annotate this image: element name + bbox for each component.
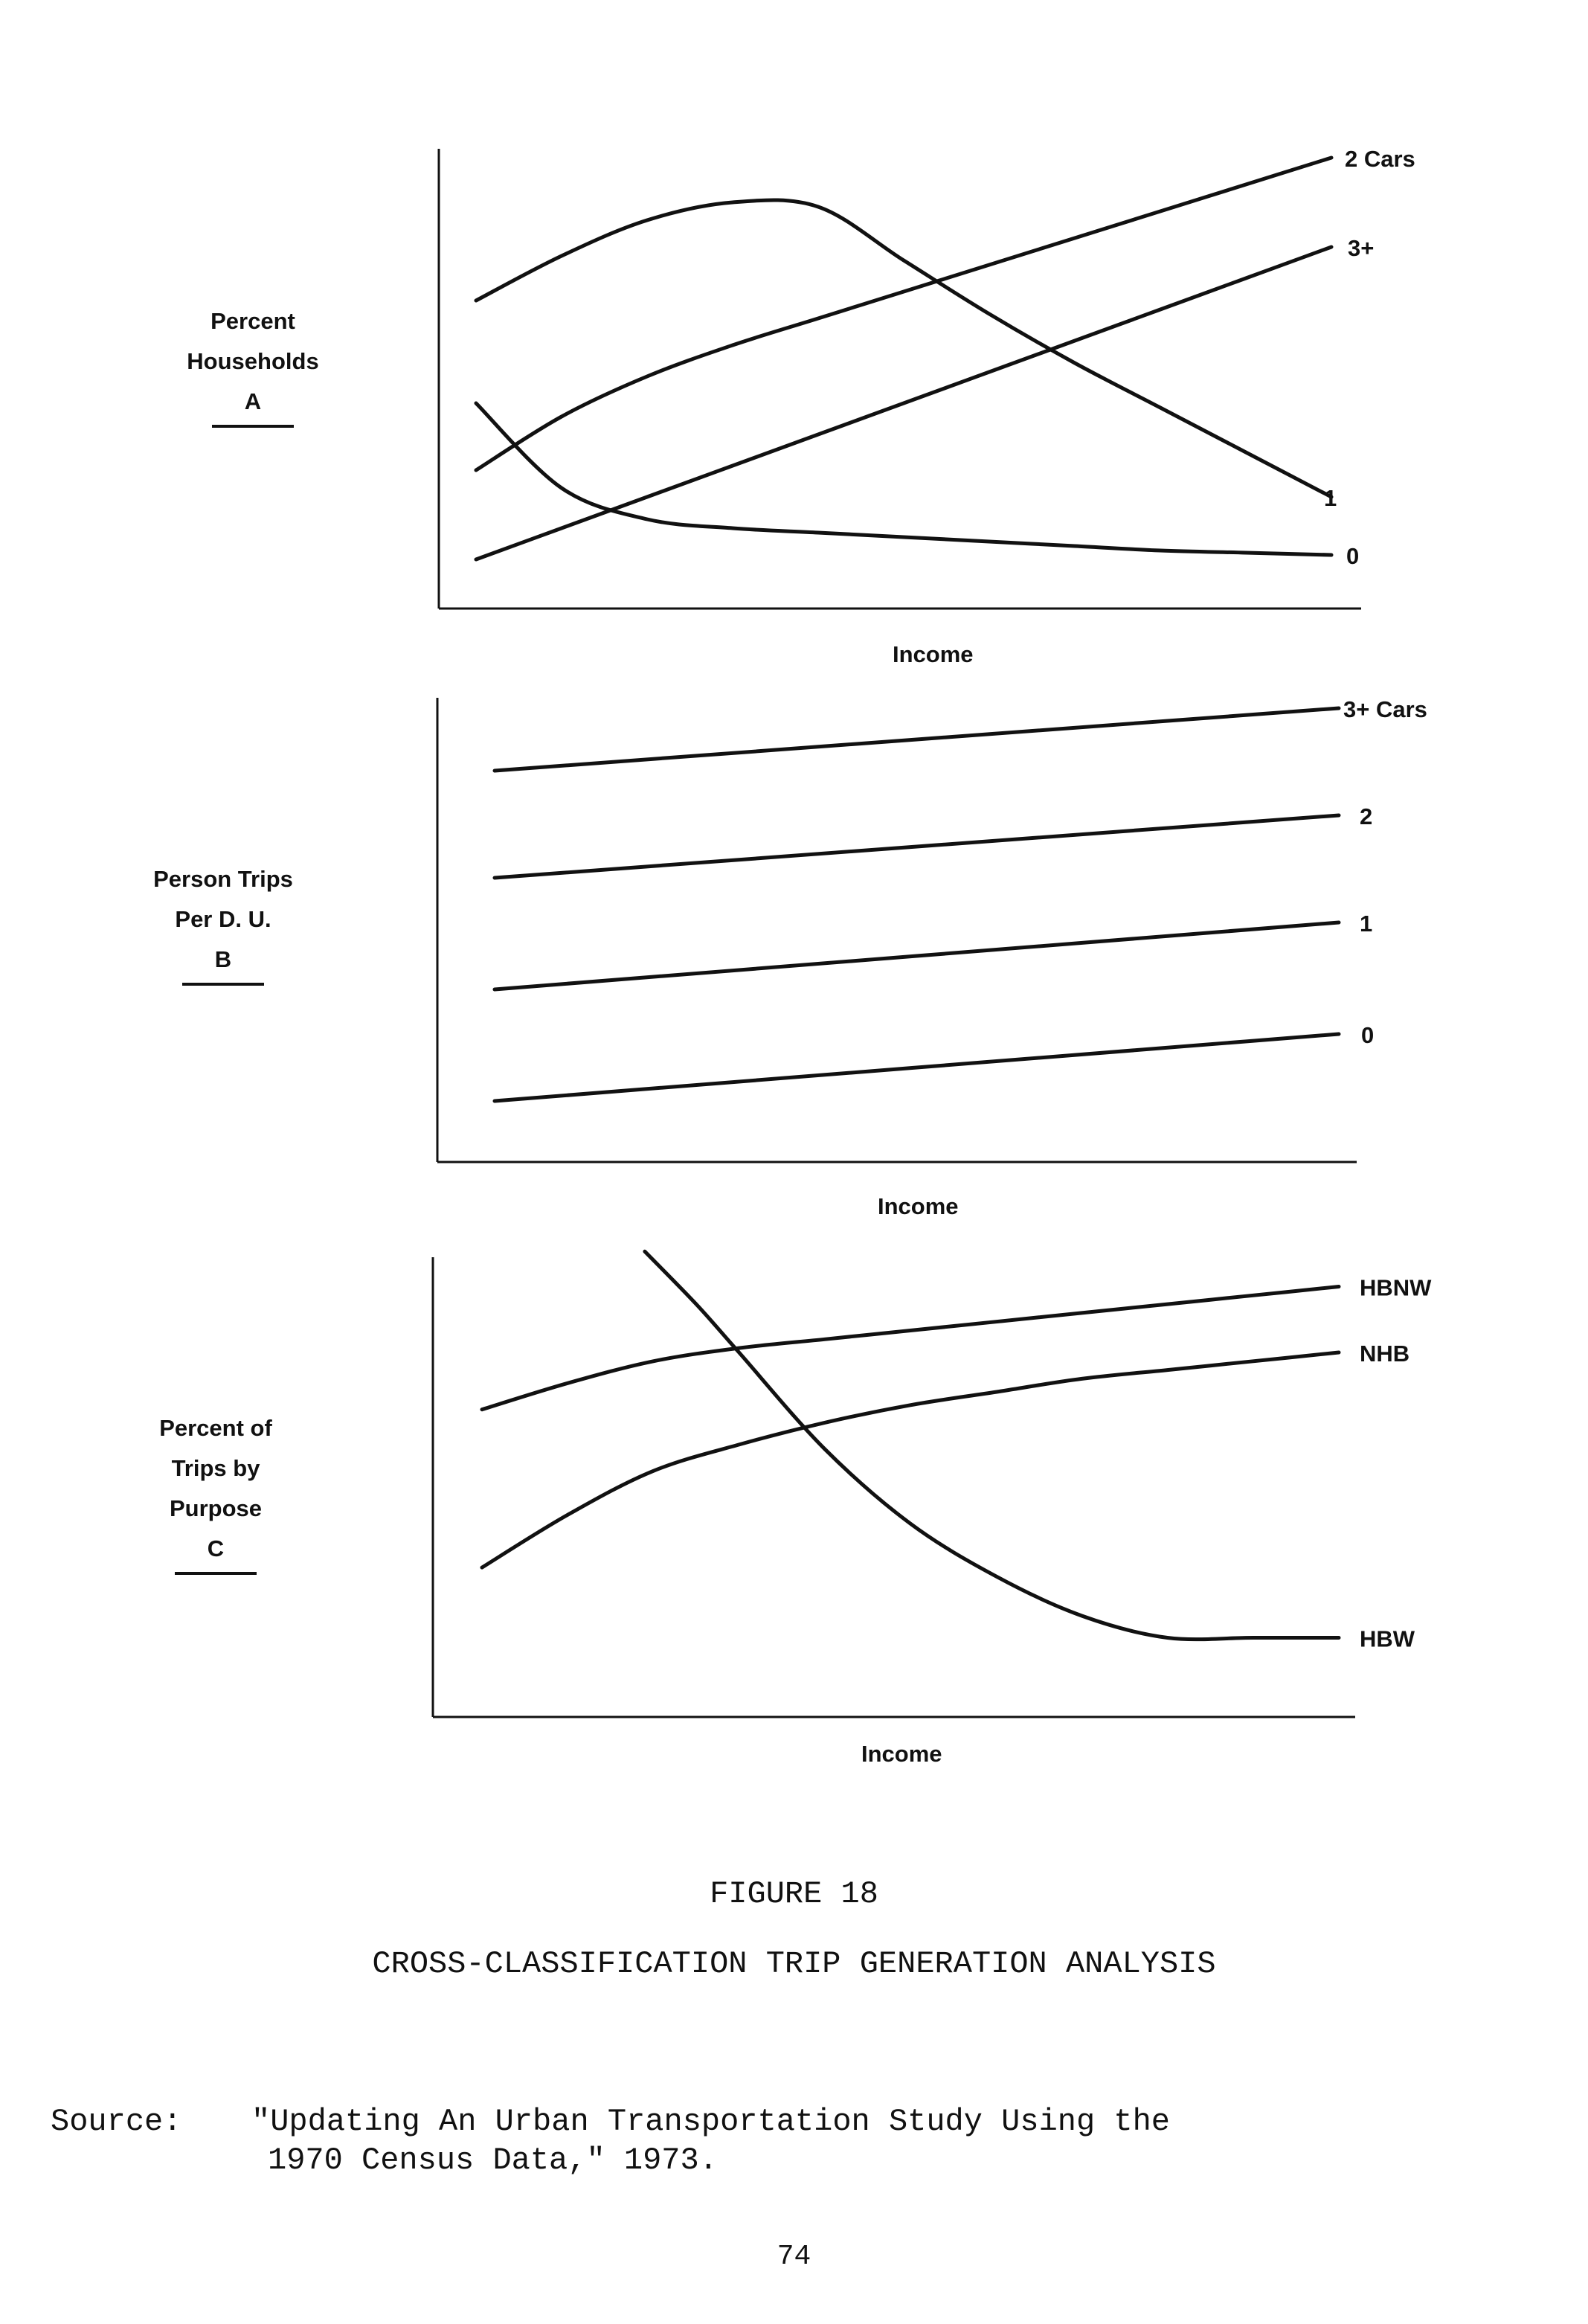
panel-c-chart [433, 1251, 1432, 1717]
panel-b-series-2-label: 2 [1360, 803, 1373, 829]
panel-b-series-3-cars-line [495, 708, 1339, 771]
panel-a-ylabel-line2: Households [187, 348, 319, 374]
panel-b-series-1-line [495, 922, 1339, 989]
panel-b-series-1-label: 1 [1360, 911, 1373, 937]
panel-c-ylabel-line1: Percent of [159, 1415, 272, 1441]
panel-b-series-3-cars-label: 3+ Cars [1343, 696, 1427, 722]
panel-a-series-0-label: 0 [1346, 543, 1360, 569]
panel-b-series-0-label: 0 [1361, 1022, 1375, 1048]
panel-a-ylabel-line1: Percent [210, 308, 295, 334]
panel-b-series-0-line [495, 1034, 1339, 1101]
panel-c-series-hbw-line [645, 1251, 1339, 1639]
panel-c-series-nhb-label: NHB [1360, 1341, 1410, 1367]
panel-b-xlabel: Income [878, 1193, 959, 1219]
panel-a-series-2-cars-label: 2 Cars [1345, 146, 1415, 172]
panel-a-chart [439, 146, 1415, 609]
panel-b-ylabel-line2: Per D. U. [175, 906, 271, 932]
panel-b-ylabel-line1: Person Trips [153, 866, 293, 892]
panel-c-ylabel-line2: Trips by [171, 1455, 260, 1481]
page-number: 74 [777, 2241, 811, 2273]
panel-a-series-3-line [476, 247, 1331, 559]
panel-a-series-3-label: 3+ [1348, 235, 1375, 261]
panel-c-series-hbw-label: HBW [1360, 1625, 1415, 1652]
panel-c-letter: C [207, 1535, 225, 1561]
panel-c-series-hbnw-line [482, 1287, 1339, 1410]
figure-title: FIGURE 18 [710, 1876, 878, 1912]
source-line1: "Updating An Urban Transportation Study Using the [251, 2104, 1171, 2140]
panel-b-chart [437, 696, 1427, 1162]
panel-c-series-hbnw-label: HBNW [1360, 1274, 1432, 1301]
panel-a-letter: A [244, 388, 262, 414]
source-label: Source: [51, 2104, 182, 2140]
figure-subtitle: CROSS-CLASSIFICATION TRIP GENERATION ANALYSIS [372, 1946, 1216, 1982]
panel-a-series-1-label: 1 [1324, 485, 1337, 511]
panel-a-series-0-line [476, 403, 1331, 555]
panel-b-letter: B [214, 946, 232, 972]
source-line2: 1970 Census Data," 1973. [268, 2142, 718, 2178]
panel-a-series-2-cars-line [476, 158, 1331, 470]
panel-c-series-nhb-line [482, 1352, 1339, 1567]
panel-c-ylabel-line3: Purpose [169, 1495, 263, 1521]
panel-a-xlabel: Income [893, 641, 974, 667]
panel-c-xlabel: Income [861, 1741, 942, 1767]
panel-a-series-1-line [476, 200, 1331, 497]
panel-b-series-2-line [495, 815, 1339, 878]
